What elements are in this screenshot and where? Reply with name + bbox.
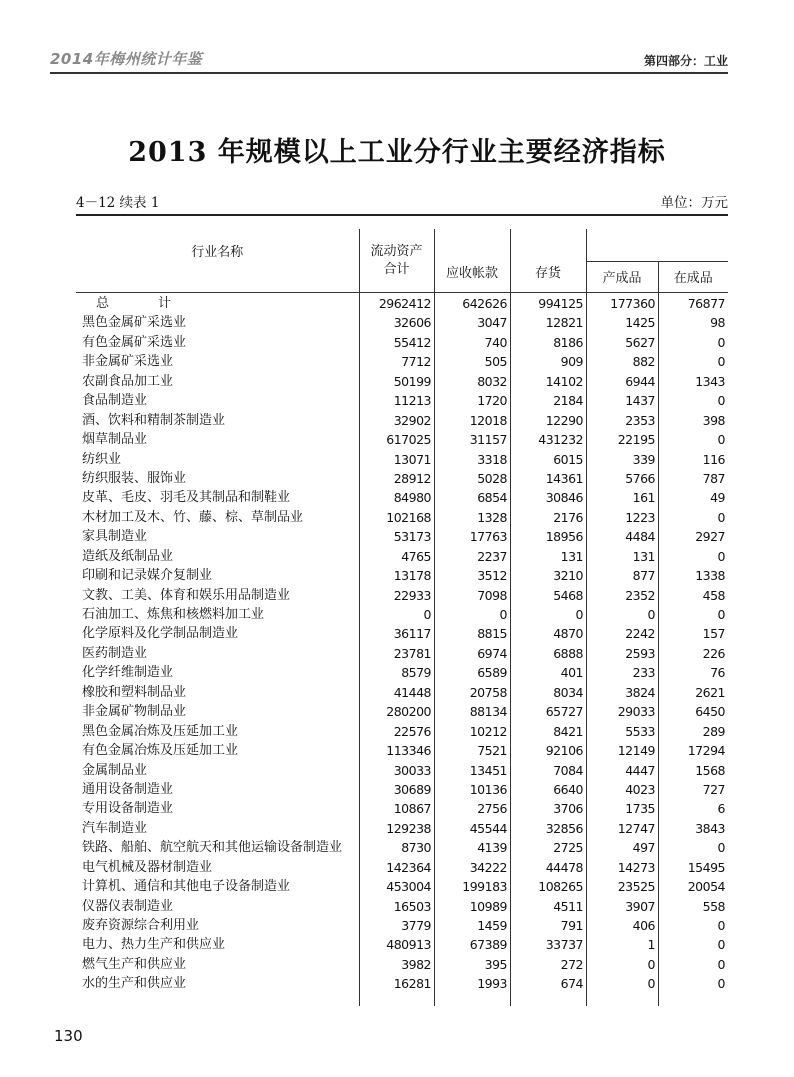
row-value-cell: 395: [484, 956, 507, 972]
row-value-cell: 1: [647, 937, 655, 953]
row-value-cell: 142364: [386, 859, 431, 875]
row-value-cell: 0: [717, 509, 725, 525]
table-row: [76, 469, 728, 488]
row-value-cell: 32902: [393, 412, 431, 428]
row-value-cell: 30033: [393, 762, 431, 778]
row-value-cell: 8730: [401, 840, 431, 856]
row-industry-name: 医药制造业: [82, 645, 148, 661]
row-industry-name: 黑色金属冶炼及压延加工业: [82, 723, 239, 739]
row-value-cell: 13178: [393, 568, 431, 584]
table-row: [76, 333, 728, 352]
table-row: [76, 527, 728, 546]
unit-label: 单位：万元: [660, 195, 728, 211]
row-value-cell: 8579: [401, 665, 431, 681]
row-value-cell: 0: [717, 976, 725, 992]
row-value-cell: 14273: [617, 859, 655, 875]
yearbook-title: 2014年梅州统计年鉴: [50, 50, 203, 68]
row-value-cell: 6589: [477, 665, 507, 681]
row-value-cell: 0: [647, 956, 655, 972]
row-value-cell: 1328: [477, 509, 507, 525]
row-value-cell: 30689: [393, 781, 431, 797]
row-value-cell: 226: [702, 645, 725, 661]
row-value-cell: 497: [632, 840, 655, 856]
row-value-cell: 8186: [553, 334, 583, 350]
table-row: [76, 605, 728, 624]
row-value-cell: 33737: [545, 937, 583, 953]
row-industry-name: 文教、工美、体育和娱乐用品制造业: [82, 587, 291, 603]
row-value-cell: 791: [560, 918, 583, 933]
row-value-cell: 44478: [545, 859, 583, 875]
row-value-cell: 45544: [469, 820, 507, 836]
row-value-cell: 994125: [538, 296, 583, 311]
row-industry-name: 总 计: [96, 296, 190, 311]
row-value-cell: 2184: [553, 393, 583, 409]
table-row: [76, 391, 728, 410]
row-value-cell: 5766: [625, 470, 655, 486]
row-value-cell: 909: [560, 354, 583, 370]
table-row: [76, 741, 728, 760]
row-value-cell: 17294: [687, 743, 725, 759]
table-row: [76, 974, 728, 993]
row-value-cell: 6944: [625, 373, 655, 389]
row-value-cell: 0: [717, 937, 725, 953]
table-row: [76, 352, 728, 371]
row-industry-name: 非金属矿采选业: [82, 354, 174, 370]
row-value-cell: 339: [632, 451, 655, 467]
row-industry-name: 酒、饮料和精制茶制造业: [82, 412, 226, 428]
row-value-cell: 6: [717, 801, 725, 817]
row-value-cell: 453004: [386, 879, 431, 895]
row-value-cell: 8032: [477, 373, 507, 389]
table-row: [76, 780, 728, 799]
row-value-cell: 617025: [386, 432, 431, 448]
row-value-cell: 4447: [625, 762, 655, 778]
row-value-cell: 1459: [477, 918, 507, 933]
row-value-cell: 740: [484, 334, 507, 350]
row-industry-name: 燃气生产和供应业: [82, 956, 187, 972]
row-value-cell: 4023: [625, 781, 655, 797]
header-receivables: 应收帐款: [434, 229, 510, 292]
row-value-cell: 53173: [393, 529, 431, 545]
table-row: [76, 644, 728, 663]
row-value-cell: 1720: [477, 393, 507, 409]
page-title: 2013 年规模以上工业分行业主要经济指标: [128, 137, 666, 168]
row-value-cell: 1735: [625, 801, 655, 817]
row-value-cell: 6888: [553, 645, 583, 661]
row-value-cell: 2593: [625, 645, 655, 661]
row-value-cell: 8815: [477, 626, 507, 642]
row-value-cell: 0: [717, 840, 725, 856]
row-industry-name: 通用设备制造业: [82, 781, 174, 797]
row-value-cell: 398: [702, 412, 725, 428]
row-value-cell: 877: [632, 568, 655, 584]
table-row: [76, 916, 728, 935]
row-value-cell: 32606: [393, 315, 431, 331]
row-value-cell: 458: [702, 587, 725, 603]
row-value-cell: 30846: [545, 490, 583, 506]
row-value-cell: 10867: [393, 801, 431, 817]
table-row: [76, 624, 728, 643]
row-value-cell: 76877: [687, 296, 725, 311]
table-top-rule: [76, 214, 728, 216]
row-value-cell: 10989: [469, 898, 507, 914]
row-value-cell: 67389: [469, 937, 507, 953]
row-value-cell: 7712: [401, 354, 431, 370]
row-value-cell: 108265: [538, 879, 583, 895]
table-row: [76, 488, 728, 507]
row-value-cell: 4765: [401, 548, 431, 564]
row-value-cell: 0: [717, 607, 725, 622]
table-row: [76, 838, 728, 857]
row-value-cell: 8034: [553, 684, 583, 700]
row-value-cell: 199183: [462, 879, 507, 895]
row-value-cell: 12821: [545, 315, 583, 331]
table-row: [76, 566, 728, 585]
row-value-cell: 20054: [687, 879, 725, 895]
row-value-cell: 0: [647, 607, 655, 622]
row-value-cell: 3512: [477, 568, 507, 584]
table-header: [76, 229, 728, 292]
row-value-cell: 31157: [469, 432, 507, 448]
row-value-cell: 131: [560, 548, 583, 564]
row-value-cell: 1338: [695, 568, 725, 584]
row-value-cell: 4139: [477, 840, 507, 856]
row-value-cell: 88134: [469, 704, 507, 720]
row-industry-name: 家具制造业: [82, 529, 148, 545]
page-number: 130: [54, 1027, 83, 1045]
row-value-cell: 2352: [625, 587, 655, 603]
row-value-cell: 6974: [477, 645, 507, 661]
row-value-cell: 11213: [393, 393, 431, 409]
row-value-cell: 65727: [545, 704, 583, 720]
row-industry-name: 有色金属冶炼及压延加工业: [82, 743, 239, 759]
row-value-cell: 13071: [393, 451, 431, 467]
row-value-cell: 3047: [477, 315, 507, 331]
row-industry-name: 铁路、船舶、航空航天和其他运输设备制造业: [82, 840, 343, 856]
table-row: [76, 372, 728, 391]
row-value-cell: 1223: [625, 509, 655, 525]
row-industry-name: 黑色金属矿采选业: [82, 315, 187, 331]
row-value-cell: 3824: [625, 684, 655, 700]
row-value-cell: 55412: [393, 334, 431, 350]
table-row: [76, 897, 728, 916]
table-row: [76, 935, 728, 954]
row-value-cell: 16281: [393, 976, 431, 992]
table-row: [76, 799, 728, 818]
row-value-cell: 3706: [553, 801, 583, 817]
row-value-cell: 4484: [625, 529, 655, 545]
row-value-cell: 1425: [625, 315, 655, 331]
row-value-cell: 642626: [462, 296, 507, 311]
table-row: [76, 722, 728, 741]
row-value-cell: 41448: [393, 684, 431, 700]
row-value-cell: 3843: [695, 820, 725, 836]
row-value-cell: 17763: [469, 529, 507, 545]
row-value-cell: 102168: [386, 509, 431, 525]
row-value-cell: 558: [702, 898, 725, 914]
table-row: [76, 858, 728, 877]
row-value-cell: 431232: [538, 432, 583, 448]
header-bottom-rule: [76, 292, 728, 293]
row-value-cell: 12018: [469, 412, 507, 428]
header-industry-name: 行业名称: [76, 229, 359, 292]
row-industry-name: 纺织业: [82, 451, 122, 467]
row-industry-name: 化学纤维制造业: [82, 665, 174, 681]
row-value-cell: 0: [423, 607, 431, 622]
row-value-cell: 49: [710, 490, 725, 506]
row-value-cell: 6854: [477, 490, 507, 506]
table-row: [76, 450, 728, 469]
row-value-cell: 161: [632, 490, 655, 506]
row-value-cell: 14361: [545, 470, 583, 486]
row-industry-name: 废弃资源综合利用业: [82, 918, 200, 933]
table-number: 4－12 续表 1: [76, 195, 160, 211]
row-value-cell: 401: [560, 665, 583, 681]
table-caption-row: [76, 191, 728, 209]
header-inventory-group: [586, 229, 728, 261]
row-value-cell: 1993: [477, 976, 507, 992]
row-value-cell: 7521: [477, 743, 507, 759]
row-industry-name: 烟草制品业: [82, 432, 148, 448]
row-value-cell: 76: [710, 665, 725, 681]
table-row: [76, 313, 728, 332]
header-finished-goods: 产成品: [586, 261, 658, 292]
row-value-cell: 34222: [469, 859, 507, 875]
row-value-cell: 10212: [469, 723, 507, 739]
row-value-cell: 15495: [687, 859, 725, 875]
row-value-cell: 2242: [625, 626, 655, 642]
row-industry-name: 电力、热力生产和供应业: [82, 937, 226, 953]
row-value-cell: 16503: [393, 898, 431, 914]
row-value-cell: 3779: [401, 918, 431, 933]
row-value-cell: 0: [717, 548, 725, 564]
row-value-cell: 12149: [617, 743, 655, 759]
running-header: [50, 44, 728, 74]
row-industry-name: 化学原料及化学制品制造业: [82, 626, 239, 642]
row-value-cell: 4511: [553, 898, 583, 914]
row-value-cell: 233: [632, 665, 655, 681]
row-value-cell: 2927: [695, 529, 725, 545]
row-value-cell: 12290: [545, 412, 583, 428]
row-value-cell: 1568: [695, 762, 725, 778]
row-value-cell: 50199: [393, 373, 431, 389]
table-row: [76, 761, 728, 780]
row-value-cell: 3982: [401, 956, 431, 972]
row-value-cell: 5533: [625, 723, 655, 739]
row-value-cell: 177360: [610, 296, 655, 311]
table-row: [76, 877, 728, 896]
header-work-in-process: 在成品: [673, 271, 713, 287]
table-row: [76, 411, 728, 430]
row-value-cell: 0: [717, 354, 725, 370]
row-value-cell: 6015: [553, 451, 583, 467]
row-value-cell: 22576: [393, 723, 431, 739]
table-row: [76, 683, 728, 702]
row-value-cell: 0: [717, 393, 725, 409]
row-industry-name: 金属制品业: [82, 762, 148, 778]
row-industry-name: 汽车制造业: [82, 820, 148, 836]
row-industry-name: 食品制造业: [82, 393, 148, 409]
row-value-cell: 3318: [477, 451, 507, 467]
row-value-cell: 505: [484, 354, 507, 370]
row-value-cell: 4870: [553, 626, 583, 642]
row-value-cell: 480913: [386, 937, 431, 953]
row-value-cell: 3907: [625, 898, 655, 914]
row-value-cell: 0: [647, 976, 655, 992]
row-value-cell: 23525: [617, 879, 655, 895]
row-value-cell: 0: [717, 918, 725, 933]
row-value-cell: 727: [702, 781, 725, 797]
row-value-cell: 13451: [469, 762, 507, 778]
row-industry-name: 仪器仪表制造业: [82, 898, 174, 914]
row-value-cell: 3210: [553, 568, 583, 584]
row-value-cell: 20758: [469, 684, 507, 700]
row-value-cell: 8421: [553, 723, 583, 739]
row-value-cell: 113346: [386, 743, 431, 759]
row-value-cell: 289: [702, 723, 725, 739]
row-value-cell: 2621: [695, 684, 725, 700]
row-value-cell: 280200: [386, 704, 431, 720]
row-value-cell: 2353: [625, 412, 655, 428]
row-industry-name: 非金属矿物制品业: [82, 704, 187, 720]
row-value-cell: 0: [717, 432, 725, 448]
header-inventory: 存货: [510, 229, 586, 292]
row-value-cell: 5468: [553, 587, 583, 603]
row-industry-name: 印刷和记录媒介复制业: [82, 568, 213, 584]
row-industry-name: 计算机、通信和其他电子设备制造业: [82, 879, 291, 895]
row-industry-name: 纺织服装、服饰业: [82, 470, 187, 486]
row-value-cell: 129238: [386, 820, 431, 836]
row-value-cell: 0: [717, 334, 725, 350]
row-value-cell: 5028: [477, 470, 507, 486]
row-value-cell: 12747: [617, 820, 655, 836]
row-value-cell: 0: [717, 956, 725, 972]
row-value-cell: 22933: [393, 587, 431, 603]
row-value-cell: 1437: [625, 393, 655, 409]
table-row: [76, 294, 728, 313]
table-row: [76, 547, 728, 566]
row-value-cell: 787: [702, 470, 725, 486]
table-row: [76, 508, 728, 527]
row-value-cell: 7098: [477, 587, 507, 603]
table-row: [76, 663, 728, 682]
row-value-cell: 6640: [553, 781, 583, 797]
table-row: [76, 430, 728, 449]
row-industry-name: 木材加工及木、竹、藤、棕、草制品业: [82, 509, 304, 525]
row-value-cell: 1343: [695, 373, 725, 389]
row-value-cell: 14102: [545, 373, 583, 389]
row-value-cell: 406: [632, 918, 655, 933]
row-value-cell: 23781: [393, 645, 431, 661]
row-value-cell: 7084: [553, 762, 583, 778]
section-label: 第四部分：工业: [643, 54, 728, 68]
row-industry-name: 皮革、毛皮、羽毛及其制品和制鞋业: [82, 490, 291, 506]
table-body: [76, 294, 728, 994]
row-value-cell: 0: [499, 607, 507, 622]
row-value-cell: 2962412: [378, 296, 431, 311]
row-value-cell: 84980: [393, 490, 431, 506]
row-value-cell: 2725: [553, 840, 583, 856]
row-value-cell: 36117: [393, 626, 431, 642]
table-row: [76, 586, 728, 605]
row-industry-name: 有色金属矿采选业: [82, 334, 187, 350]
header-current-assets: 流动资产合计: [359, 229, 434, 292]
row-value-cell: 28912: [393, 470, 431, 486]
row-value-cell: 98: [710, 315, 725, 331]
table-row: [76, 702, 728, 721]
row-value-cell: 10136: [469, 781, 507, 797]
row-value-cell: 2756: [477, 801, 507, 817]
row-value-cell: 131: [632, 548, 655, 564]
row-value-cell: 92106: [545, 743, 583, 759]
row-value-cell: 18956: [545, 529, 583, 545]
row-value-cell: 6450: [695, 704, 725, 720]
row-value-cell: 2237: [477, 548, 507, 564]
row-value-cell: 29033: [617, 704, 655, 720]
row-industry-name: 石油加工、炼焦和核燃料加工业: [82, 607, 265, 622]
table-row: [76, 819, 728, 838]
row-industry-name: 造纸及纸制品业: [82, 548, 174, 564]
row-value-cell: 157: [702, 626, 725, 642]
row-value-cell: 272: [560, 956, 583, 972]
row-industry-name: 农副食品加工业: [82, 373, 174, 389]
row-value-cell: 116: [702, 451, 725, 467]
row-value-cell: 22195: [617, 432, 655, 448]
row-value-cell: 32856: [545, 820, 583, 836]
table-row: [76, 955, 728, 974]
row-industry-name: 专用设备制造业: [82, 801, 174, 817]
row-value-cell: 0: [575, 607, 583, 622]
row-industry-name: 电气机械及器材制造业: [82, 859, 213, 875]
row-value-cell: 2176: [553, 509, 583, 525]
row-industry-name: 橡胶和塑料制品业: [82, 684, 187, 700]
row-industry-name: 水的生产和供应业: [82, 976, 187, 992]
row-value-cell: 882: [632, 354, 655, 370]
row-value-cell: 5627: [625, 334, 655, 350]
row-value-cell: 674: [560, 976, 583, 992]
